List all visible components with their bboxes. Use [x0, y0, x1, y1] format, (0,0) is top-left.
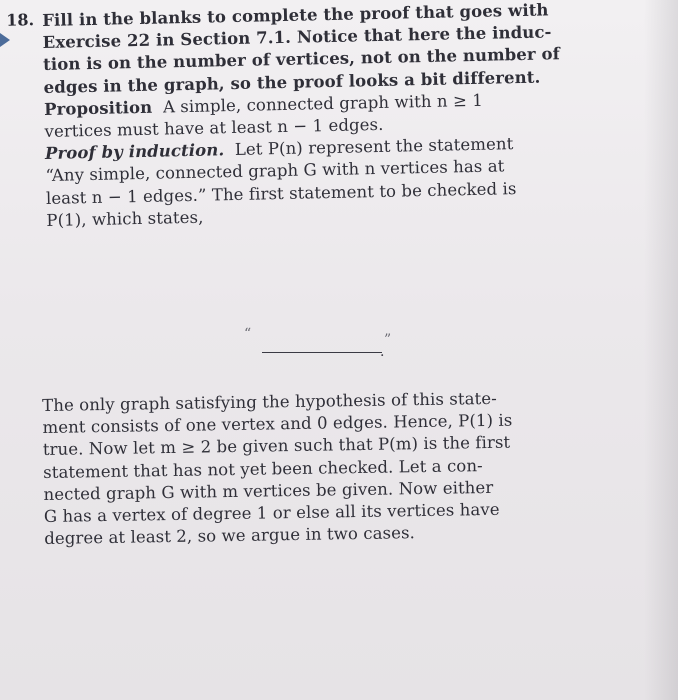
- continuation-line: statement that has not yet been checked. Let a con-: [43, 455, 483, 482]
- continuation-line: nected graph G with m vertices be given. Now either: [43, 477, 494, 504]
- continuation-line: degree at least 2, so we argue in two cases.: [44, 523, 416, 549]
- intro-line: Exercise 22 in Section 7.1. Notice that here the induc-: [42, 22, 552, 53]
- proof-line: least n − 1 edges.” The first statement to be checked is: [45, 178, 517, 208]
- margin-marker-icon: [0, 33, 10, 47]
- blank-period: .: [380, 344, 385, 360]
- proof-line: “Any simple, connected graph G with n vertices has at: [45, 156, 505, 186]
- exercise-text: [6, 0, 625, 232]
- open-quote: “: [244, 326, 252, 342]
- intro-line: edges in the graph, so the proof looks a bit different.: [43, 67, 541, 97]
- intro-line: tion is on the number of vertices, not on the number of: [42, 44, 561, 75]
- intro-line: Fill in the blanks to complete the proof that goes with: [42, 0, 549, 30]
- proposition-line: vertices must have at least n − 1 edges.: [44, 114, 384, 141]
- continuation-line: ment consists of one vertex and 0 edges. Hence, P(1) is: [42, 410, 513, 438]
- proof-text: Let P(n) represent the statement: [234, 134, 514, 160]
- page-edge-shadow: [644, 0, 678, 700]
- proof-line: P(1), which states,: [46, 207, 204, 230]
- continuation-line: G has a vertex of degree 1 or else all its vertices have: [43, 499, 500, 526]
- fill-in-blank[interactable]: [244, 326, 414, 364]
- exercise-number: 18.: [6, 10, 35, 30]
- continuation-line: The only graph satisfying the hypothesis of this state-: [42, 388, 497, 415]
- proposition-label: Proposition: [43, 97, 153, 119]
- close-quote: ”: [384, 332, 392, 348]
- proof-label: Proof by induction.: [44, 140, 225, 164]
- continuation-text: [42, 386, 622, 550]
- proposition-text: A simple, connected graph with n ≥ 1: [162, 90, 484, 117]
- continuation-line: true. Now let m ≥ 2 be given such that P(m) is the first: [42, 433, 511, 460]
- blank-line[interactable]: [262, 352, 382, 353]
